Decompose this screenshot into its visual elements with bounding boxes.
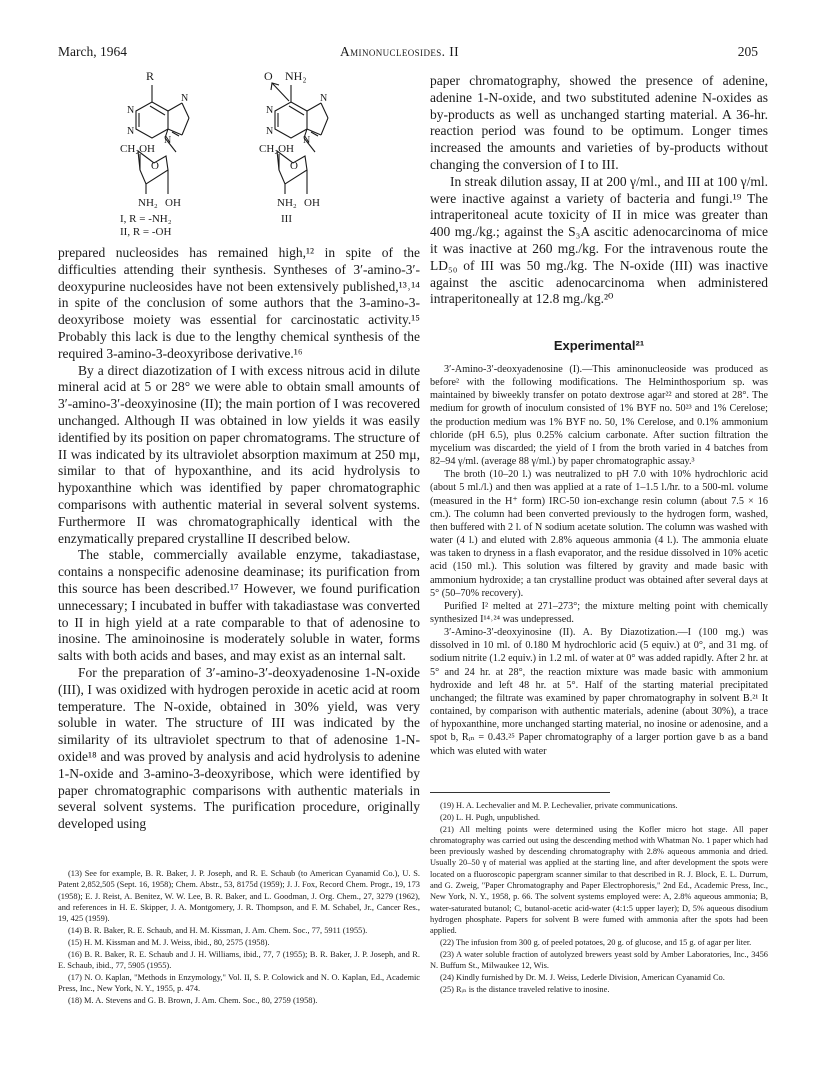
left-column-body	[58, 245, 420, 833]
sugar-nh2: NH₂	[277, 197, 297, 209]
body-paragraph: prepared nucleosides has remained high,¹² in spite of the difficulties attending their synthesis. Syntheses of 3′-amino-3′-deoxypurine nucleosides have not been extensively published,¹³˒¹⁴ in spite of the conclusion of some authors that the 3-amino-3-deoxyribose moiety was essential for carcinostatic activity.¹⁵ Probably this lack is due to the lengthy chemical synthesis of the required 3-amino-3-deoxyribose derivative.¹⁶	[58, 245, 420, 361]
footnote: (16) B. R. Baker, R. E. Schaub and J. H. Williams, ibid., 77, 7 (1955); B. R. Baker, J. P. Joseph, and R. E. Schaub, ibid., 77, 5905 (1955).	[58, 949, 420, 970]
experimental-heading: Experimental²¹	[553, 338, 645, 353]
experimental-paragraph: 3′-Amino-3′-deoxyadenosine (I).—This aminonucleoside was produced as before² with the following modifications. The Helminthosporium sp. was maintained by biweekly transfer on potato dextrose agar²² and stored at 28°. The medium for growth of inoculum consisted of 1% BYF no. 50²³ and 1% Cerelose; the production medium was 1% BYF no. 50, 1% Cerelose, and 0.1% ammonium chloride (pH 6.5), plus 0.25% calcium carbonate. After suction filtration the mycelium was discarded; the yield of I from the broth varied in 4 batches from 82–94 γ/ml. (average 88 γ/ml.) by paper chromatographic assay.³	[430, 364, 768, 468]
compound-label: I, R = -NH₂	[120, 213, 172, 225]
ring-n: N	[266, 126, 274, 137]
ring-n: N	[164, 135, 172, 146]
body-paragraph: paper chromatography, showed the presence of adenine, adenine 1-N-oxide, and two substituted adenine N-oxides as by-products as well as unchanged starting material. A 36-hr. reaction period was found to be optimum. Longer times increased the amounts and varieties of by-products without changing the conversion of I to III.	[430, 73, 768, 172]
footnote: (17) N. O. Kaplan, "Methods in Enzymology," Vol. II, S. P. Colowick and N. O. Kaplan, Ed., Academic Press, Inc., New York, N. Y., 1955, p. 474.	[58, 972, 420, 993]
footnote: (22) The infusion from 300 g. of peeled potatoes, 20 g. of glucose, and 15 g. of agar per liter.	[440, 938, 752, 948]
experimental-paragraph: 3′-Amino-3′-deoxyinosine (II). A. By Diazotization.—I (100 mg.) was dissolved in 10 ml. of 0.180 M hydrochloric acid (5 equiv.) at 0°, and 31 mg. of sodium nitrite (1.2 equiv.) in 1.2 ml. of water at 0° was added rapidly. After 2 hr. at 5° and 24 hr. at 28°, the reaction mixture was made basic with ammonium hydroxide and left 48 hr. at 5°. Half of the starting material precipitated unchanged; the filtrate was examined by paper chromatography in solvent B.²¹ It contained, by comparison with authentic materials, adenine (about 30%), a trace of hypoxanthine, more unchanged starting material, no inosine or adenosine, and a spot b, Rᵢₙ = 0.43.²⁵ Paper chromatography of a larger portion gave b as a band which was eluted with water	[430, 627, 769, 757]
experimental-section	[430, 338, 768, 758]
footnote-rule	[430, 792, 610, 793]
footnote: (14) B. R. Baker, R. E. Schaub, and H. M. Kissman, J. Am. Chem. Soc., 77, 5911 (1955).	[68, 925, 368, 935]
ring-n: N	[303, 135, 311, 146]
sugar-oh: OH	[165, 197, 181, 209]
header-date: March, 1964	[58, 44, 127, 59]
sugar-oh: OH	[304, 197, 320, 209]
page-number: 205	[737, 44, 758, 59]
body-paragraph: For the preparation of 3′-amino-3′-deoxyadenosine 1-N-oxide (III), I was oxidized with hydrogen peroxide in acetic acid at room temperature. The N-oxide, obtained in 30% yield, was very soluble in water. The structure of III was indicated by the similarity of its ultraviolet spectrum to that of adenosine 1-N-oxide¹⁸ and was proved by analysis and acid hydrolysis to adenine 1-N-oxide and 3-amino-3-deoxyribose, which were identified by paper chromatographic comparisons with authentic materials in several solvent systems. The purification procedure, originally developed using	[58, 664, 420, 832]
substituent-label: NH₂	[285, 69, 307, 83]
n-oxide-o: O	[264, 69, 273, 83]
sugar-o: O	[151, 160, 159, 172]
footnote: (18) M. A. Stevens and G. B. Brown, J. Am. Chem. Soc., 80, 2759 (1958).	[68, 995, 318, 1005]
ring-n: N	[181, 93, 189, 104]
structure-iii	[248, 66, 408, 231]
right-column-body	[430, 73, 768, 308]
body-paragraph: The stable, commercially available enzyme, takadiastase, contains a nonspecific adenosine deaminase; its purification from this source has been described.¹⁷ However, we found purification unnecessary; I incubated in buffer with takadiastase was converted to II in high yield at a rate comparable to that of adenosine to inosine. The aminoinosine is moderately soluble in water, forms salts with both acids and bases, and may exist as an internal salt.	[58, 547, 420, 664]
structure-i-ii	[88, 66, 238, 241]
footnote: (19) H. A. Lechevalier and M. P. Lechevalier, private communications.	[440, 801, 678, 810]
compound-label: III	[281, 213, 292, 225]
experimental-paragraph: Purified I² melted at 271–273°; the mixture melting point with chemically synthesized I¹⁴˒²⁴ was undepressed.	[430, 600, 768, 625]
sugar-ch2oh: CH₂OH	[120, 143, 156, 155]
compound-label: II, R = -OH	[120, 226, 172, 238]
footnote: (20) L. H. Pugh, unpublished.	[440, 812, 541, 822]
ring-n: N	[266, 105, 274, 116]
body-paragraph: By a direct diazotization of I with excess nitrous acid in dilute mineral acid at 5 or 28° we were able to obtain small amounts of 3′-amino-3′-deoxyinosine (II); the main portion of I was recovered unchanged. Although II was obtained in low yields it was easily identified by its position on paper chromatograms. The structure of II was indicated by its ultraviolet absorption maximum at 250 mμ, similar to that of hypoxanthine, and its acid hydrolysis to hypoxanthine which was identified by paper chromatographic comparisons with authentic material in several solvent systems. Furthermore II was chromatographically identical with the enzymatically prepared crystalline II described below.	[58, 362, 420, 546]
sugar-nh2: NH₂	[138, 197, 158, 209]
experimental-paragraph: The broth (10–20 l.) was neutralized to pH 7.0 with 10% hydrochloric acid (about 5 ml./l.) and then was applied at a rate of 1–1.5 l./hr. to a 500-ml. volume (measured in the H⁺ form) IRC-50 ion-exchange resin column (about 7.5 × 16 cm.). The column had been converted previously to the hydrogen form, washed, then buffered with 2 l. of N sodium acetate solution. The column was washed with water (4 l.) and eluted with 2.8% aqueous ammonia (4 l.). The ammonia eluate was taken to dryness in a flash evaporator, and the residue dissolved in 10% acetic acid (150 ml.). This solution was filtered by gravity and made basic with ammonium hydroxide; a tan crystalline product was obtained after several days at 5° (50–70% recovery).	[430, 469, 768, 599]
sugar-ch2oh: CH₂OH	[259, 143, 295, 155]
footnote: (24) Kindly furnished by Dr. M. J. Weiss, Lederle Division, American Cyanamid Co.	[440, 972, 725, 982]
body-paragraph: In streak dilution assay, II at 200 γ/ml., and III at 100 γ/ml. were inactive against a variety of bacteria and fungi.¹⁹ The intraperitoneal acute toxicity of II in mice was greater than 400 mg./kg.; against the S₃A ascitic adenocarcinoma of mice it was inactive at 260 mg./kg. For the intravenous route the LD₅₀ of III was 50 mg./kg. The N-oxide (III) was inactive against the ascitic adenocarcinoma when administered intraperitoneally at 12.8 mg./kg.²⁰	[430, 173, 768, 307]
header-title: Aminonucleosides. II	[340, 44, 459, 59]
footnote: (21) All melting points were determined using the Kofler micro hot stage. All paper chromatography was carried out using the descending method with Whatman No. 1 paper which had been previously washed by descending chromatography with 2.8% aqueous ammonia and dried. Usually 20–50 γ of material was applied at the starting line, and after development the spots were located on a fluoroscopic papergram scanner similar to that described in R. J. Block, E. L. Durrum, and G. Zweig, "Paper Chromatography and Paper Electrophoresis," 2nd Ed., Academic Press, Inc., New York, N. Y., 1958, p. 66. The solvent systems employed were: A, 2.8% aqueous ammonia; B, water-saturated butanol; C, butanol-acetic acid-water (4:1:5 upper layer); D, 5% aqueous disodium hydrogen phosphate. Papers for solvent B were fumed with ammonia after the spots had been applied.	[430, 824, 768, 936]
ring-n: N	[127, 105, 135, 116]
ring-n: N	[320, 93, 328, 104]
footnote: (25) Rᵢₙ is the distance traveled relative to inosine.	[440, 984, 610, 994]
footnote: (13) See for example, B. R. Baker, J. P. Joseph, and R. E. Schaub (to American Cyanamid Co.), U. S. Patent 2,852,505 (Sept. 16, 1958); Chem. Abstr., 53, 8175d (1959); J. J. Fox, Record Chem. Progr., 19, 173 (1958); E. J. Reist, A. Benitez, W. W. Lee, B. R. Baker, and L. Goodman, J. Org. Chem., 27, 3279 (1962), and references in H. E. Skipper, J. A. Montgomery, J. R. Thompson, and F. M. Schabel, Jr., Cancer Res., 19, 425 (1959).	[58, 869, 420, 924]
sugar-o: O	[290, 160, 298, 172]
right-footnotes	[430, 800, 768, 996]
ring-n: N	[127, 126, 135, 137]
left-footnotes	[58, 868, 420, 1007]
footnote: (23) A water soluble fraction of autolyzed brewers yeast sold by Amber Laboratories, Inc., 3456 N. Buffum St., Milwaukee 12, Wis.	[430, 949, 768, 971]
substituent-label: R	[146, 69, 155, 83]
footnote: (15) H. M. Kissman and M. J. Weiss, ibid., 80, 2575 (1958).	[68, 937, 270, 947]
